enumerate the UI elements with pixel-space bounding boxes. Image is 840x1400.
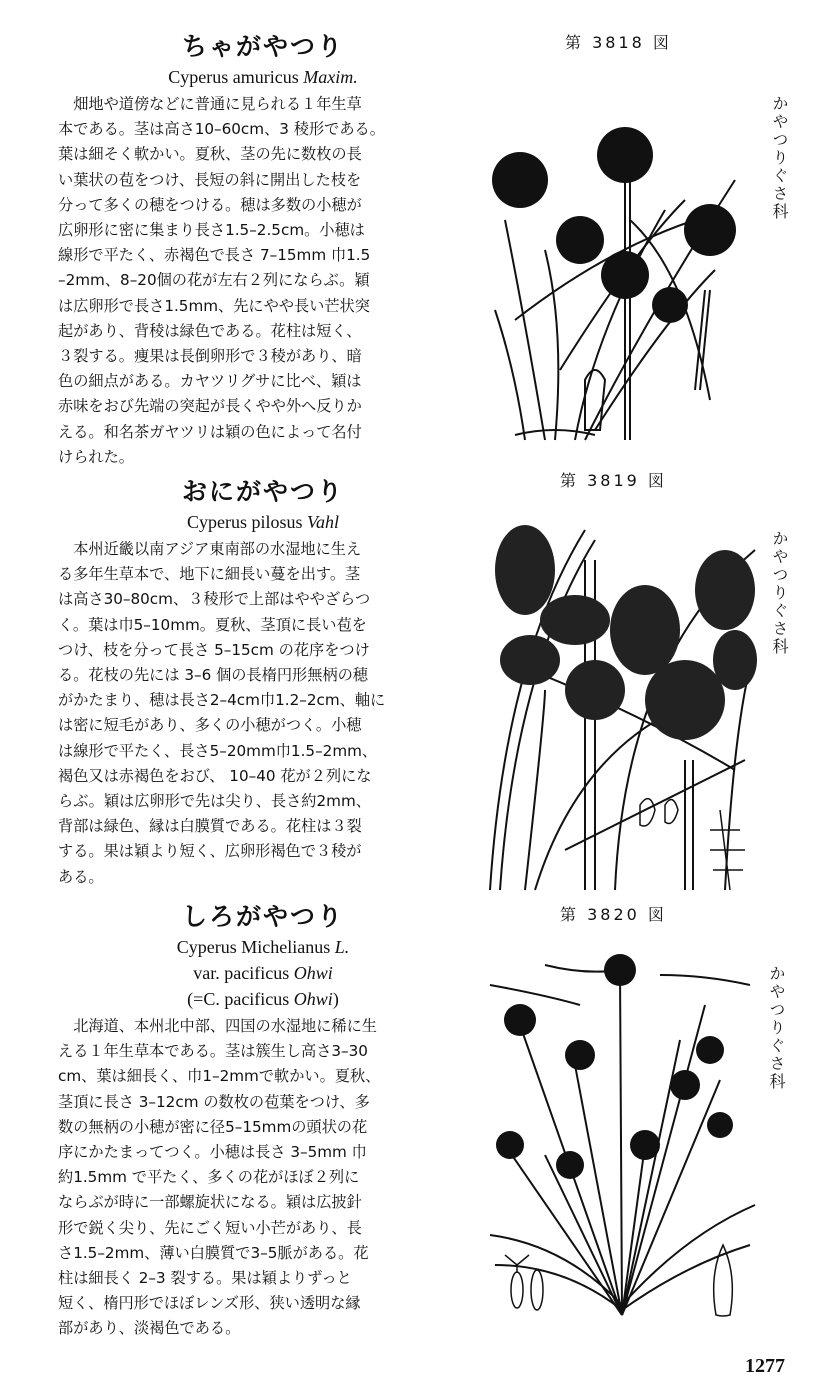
- scientific-name: [58, 509, 468, 535]
- scientific-name-line-2: [58, 960, 468, 986]
- page-number: 1277: [745, 1355, 785, 1377]
- scientific-name-genus-species: Cyperus amuricus: [168, 67, 304, 87]
- description-line: ならぶが時に一部螺旋状になる。穎は広披針: [58, 1193, 362, 1212]
- figure-label: 第 3818 図: [565, 33, 672, 52]
- description-line: 線形で平たく、赤褐色で長さ 7–15mm 巾1.5: [58, 246, 371, 265]
- description-line: 色の細点がある。カヤツリグサに比べ、穎は: [58, 372, 362, 391]
- scientific-name-line-1: [58, 934, 468, 960]
- scientific-name-author: Vahl: [307, 512, 340, 532]
- scientific-name-author: Ohwi: [293, 989, 333, 1009]
- description-line: 柱は細長く 2–3 裂する。果は穎よりずっと: [58, 1269, 352, 1288]
- description-line: える。和名茶ガヤツリは穎の色によって名付: [58, 422, 362, 441]
- description: [58, 92, 468, 470]
- description-line: する。果は穎より短く、広卵形褐色で３稜が: [58, 842, 362, 861]
- synonym-name: (=C. pacificus: [187, 989, 294, 1009]
- description-line: けられた。: [58, 447, 134, 466]
- scientific-name-variety: var. pacificus: [193, 963, 294, 983]
- description-line: 形で鋭く尖り、先にごく短い小芒があり、長: [58, 1218, 362, 1237]
- description-line: ある。: [58, 867, 104, 886]
- description-line: 茎頂に長さ 3–12cm の数枚の苞葉をつけ、多: [58, 1092, 370, 1111]
- description-line: 葉は細そく軟かい。夏秋、茎の先に数枚の長: [58, 145, 362, 164]
- family-label: かやつりぐさ科: [770, 530, 789, 656]
- description-line: 短く、楕円形でほぼレンズ形、狭い透明な縁: [58, 1294, 361, 1313]
- description-line: 畑地や道傍などに普通に見られる１年生草: [58, 95, 362, 113]
- description-line: 約1.5mm で平たく、多くの花がほぼ２列に: [58, 1168, 360, 1187]
- scientific-name-genus-species: Cyperus pilosus: [186, 512, 307, 532]
- description-line: 本州近畿以南アジア東南部の水湿地に生え: [58, 540, 362, 558]
- entry-title: しろがやつり: [181, 902, 344, 931]
- description-line: る。花枝の先には 3–6 個の長楕円形無柄の穂: [58, 666, 368, 685]
- description-line: 褐色又は赤褐色をおび、 10–40 花が２列にな: [58, 766, 372, 785]
- description-line: 赤味をおび先端の突起が長くやや外へ反りか: [58, 397, 362, 416]
- description-line: 数の無柄の小穂が密に径5–15mmの頭状の花: [58, 1117, 368, 1136]
- description: [58, 1014, 468, 1342]
- description-line: 広卵形に密に集まり長さ1.5–2.5cm。小穂は: [58, 221, 365, 240]
- description-line: 序にかたまってつく。小穂は長さ 3–5mm 巾: [58, 1143, 367, 1162]
- entry-title: ちゃがやつり: [181, 32, 344, 61]
- description-line: は線形で平たく、長さ5–20mm巾1.5–2mm、: [58, 741, 378, 760]
- description-line: は高さ30–80cm、３稜形で上部はややざらつ: [58, 590, 371, 609]
- description-line: 部があり、淡褐色である。: [58, 1319, 241, 1338]
- description-line: い葉状の苞をつけ、長短の斜に開出した枝を: [58, 170, 362, 189]
- plant-illustration-cyperus-pilosus: [485, 510, 760, 895]
- description-line: 北海道、本州北中部、四国の水湿地に稀に生: [58, 1017, 377, 1035]
- entry-title: おにがやつり: [181, 477, 344, 506]
- description-line: –2mm、8–20個の花が左右２列にならぶ。穎: [58, 271, 370, 290]
- synonym-close: ): [332, 989, 339, 1009]
- description-line: らぶ。穎は広卵形で先は尖り、長さ約2mm、: [58, 792, 371, 811]
- description-line: 背部は緑色、縁は白膜質である。花柱は３裂: [58, 817, 362, 836]
- entry-shirogayatsuri: [58, 900, 468, 1342]
- family-label: かやつりぐさ科: [770, 95, 789, 221]
- description-line: 分って多くの穂をつける。穂は多数の小穂が: [58, 195, 362, 214]
- description-line: は広卵形で長さ1.5mm、先にやや長い芒状突: [58, 296, 370, 315]
- entry-onigayatsuri: [58, 475, 468, 890]
- family-label: かやつりぐさ科: [767, 965, 786, 1091]
- description-line: 本である。茎は高さ10–60cm、3 稜形である。: [58, 120, 385, 139]
- description-line: える１年生草本である。茎は簇生し高さ3–30: [58, 1042, 368, 1061]
- description-line: 起があり、背稜は緑色である。花柱は短く、: [58, 321, 362, 340]
- scientific-name-author: L.: [334, 937, 350, 957]
- entry-chagayatsuri: [58, 30, 468, 470]
- description-line: る多年生草本で、地下に細長い蔓を出す。茎: [58, 565, 361, 584]
- scientific-name-genus-species: Cyperus Michelianus: [176, 937, 335, 957]
- figure-label: 第 3820 図: [560, 905, 667, 924]
- description-line: さ1.5–2mm、薄い白膜質で3–5脈がある。花: [58, 1243, 369, 1262]
- description-line: は密に短毛があり、多くの小穂がつく。小穂: [58, 716, 362, 735]
- scientific-name-author: Ohwi: [293, 963, 333, 983]
- description-line: く。葉は巾5–10mm。夏秋、茎頂に長い苞を: [58, 615, 367, 634]
- description-line: つけ、枝を分って長さ 5–15cm の花序をつけ: [58, 640, 370, 659]
- scientific-name: [58, 934, 468, 1012]
- plant-illustration-cyperus-amuricus: [485, 70, 765, 455]
- scientific-name: [58, 64, 468, 90]
- scientific-name-author: Maxim.: [303, 67, 358, 87]
- figure-label: 第 3819 図: [560, 471, 667, 490]
- scientific-name-synonym: [58, 986, 468, 1012]
- plant-illustration-cyperus-michelianus: [485, 945, 760, 1320]
- description-line: cm、葉は細長く、巾1–2mmで軟かい。夏秋、: [58, 1067, 381, 1086]
- description-line: がかたまり、穂は長さ2–4cm巾1.2–2cm、軸に: [58, 691, 386, 710]
- description: [58, 537, 468, 890]
- description-line: ３裂する。痩果は長倒卵形で３稜があり、暗: [58, 347, 362, 366]
